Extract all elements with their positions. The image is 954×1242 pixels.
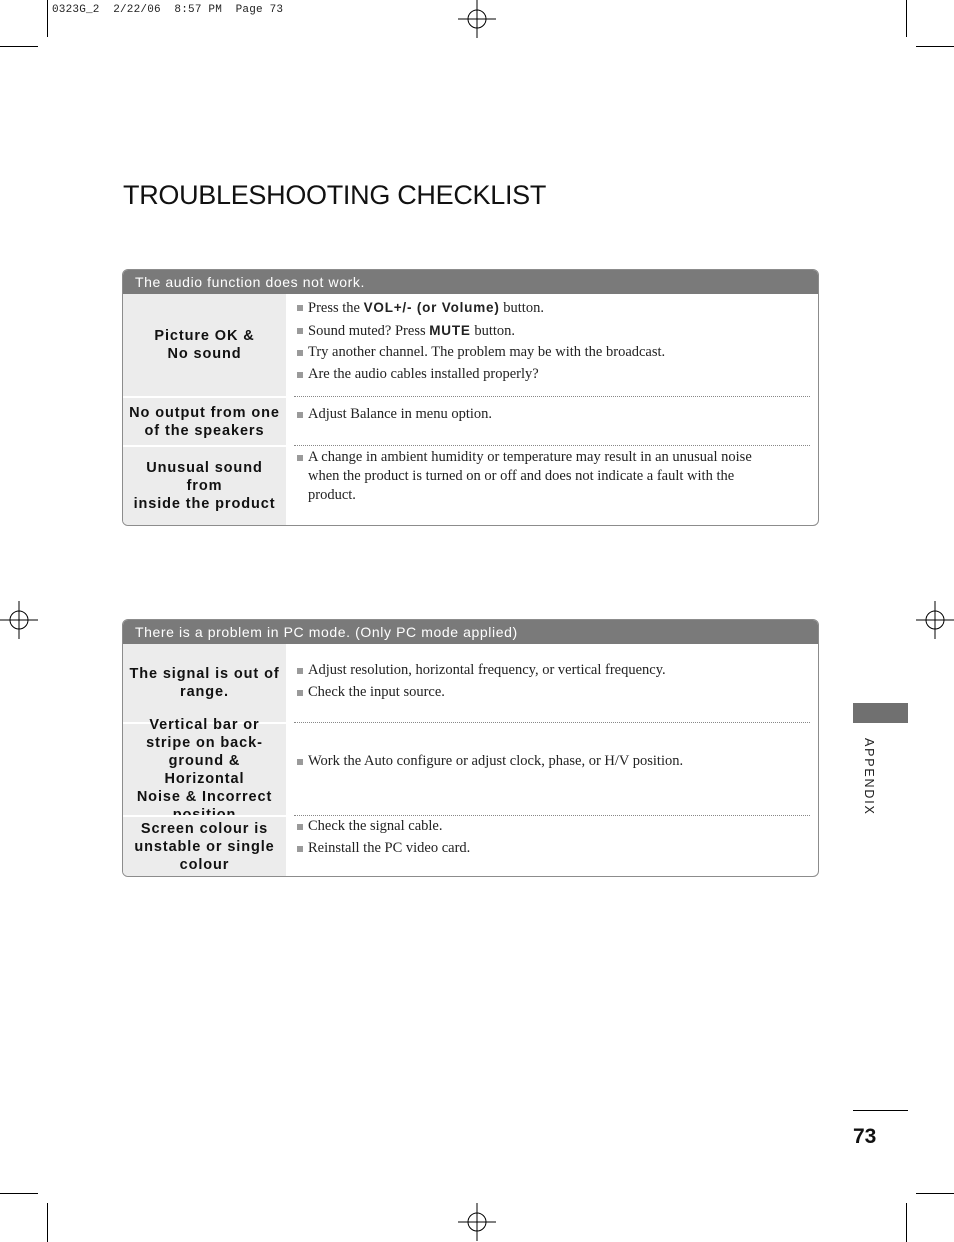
bullet-item: Work the Auto configure or adjust clock, phase, or H/V position. [296,752,810,771]
registration-mark-bottom [458,1203,496,1241]
checklist-row-unusual-sound [123,445,818,525]
row-label-line: range. [180,684,229,700]
bullet-item: Sound muted? Press MUTE button. [296,321,810,341]
bullet-item: Check the signal cable. [296,817,810,836]
bullet-item: Are the audio cables installed properly? [296,365,810,384]
row-label [123,644,286,722]
row-label-line: The signal is out of [129,666,280,682]
row-body [286,396,818,445]
bullet-item: Press the VOL+/- (or Volume) button. [296,298,810,318]
row-label-line: inside the product [133,496,276,512]
bullet-item: Try another channel. The problem may be with the broadcast. [296,343,810,362]
bullet-item: Adjust resolution, horizontal frequency, or vertical frequency. [296,661,810,680]
page-number: 73 [853,1125,877,1148]
bullet-item: Check the input source. [296,683,810,702]
registration-mark-top [458,0,496,38]
row-body [286,445,818,525]
checklist-row-no-output-speakers [123,396,818,445]
remote-key-label: MUTE [429,322,471,338]
section-label: APPENDIX [862,738,876,816]
print-slug: 0323G_2 2/22/06 8:57 PM Page 73 [52,4,284,16]
row-label-line: No sound [167,346,242,362]
row-body [286,722,818,815]
registration-mark-right [916,601,954,639]
pc-mode-checklist-panel [122,619,819,877]
checklist-row-screen-colour-unstable [123,815,818,876]
row-body [286,644,818,722]
row-label [123,396,286,445]
section-tab-marker [853,703,908,723]
page-number-rule [853,1110,908,1111]
row-label [123,716,286,815]
row-label-line: unstable or single [134,838,275,855]
page-title: TROUBLESHOOTING CHECKLIST [123,180,547,210]
checklist-row-vertical-bar-stripe [123,716,818,815]
row-body [286,815,818,876]
row-label-line: of the speakers [144,422,265,439]
registration-mark-left [0,601,38,639]
pc-panel-header: There is a problem in PC mode. (Only PC mode applied) [123,620,818,644]
row-label-line: stripe on back- [146,734,263,751]
checklist-row-signal-out-of-range [123,644,818,722]
row-label [123,815,286,876]
row-label-line: Screen colour is [140,820,269,837]
row-label-line: Noise & Incorrect [136,788,273,805]
audio-panel-header: The audio function does not work. [123,270,818,294]
row-label-line: Vertical bar or [149,716,260,733]
row-label-line: Unusual sound from [146,460,263,494]
row-label-line: No output from one [129,404,280,421]
bullet-item: A change in ambient humidity or temperature may result in an unusual noise when the product is turned on or off and does not indicate a fault with the product. [296,448,780,505]
bullet-item: Reinstall the PC video card. [296,839,810,858]
audio-checklist-panel [122,269,819,526]
row-label-line: colour [179,856,230,873]
row-label [123,294,286,396]
bullet-item: Adjust Balance in menu option. [296,405,810,424]
checklist-row-picture-ok-no-sound [123,294,818,396]
row-label [123,445,286,525]
row-label-line: Picture OK & [154,328,255,344]
row-body [286,294,818,396]
remote-key-label: VOL+/- (or Volume) [363,300,500,315]
row-label-line: ground & Horizontal [164,752,245,787]
